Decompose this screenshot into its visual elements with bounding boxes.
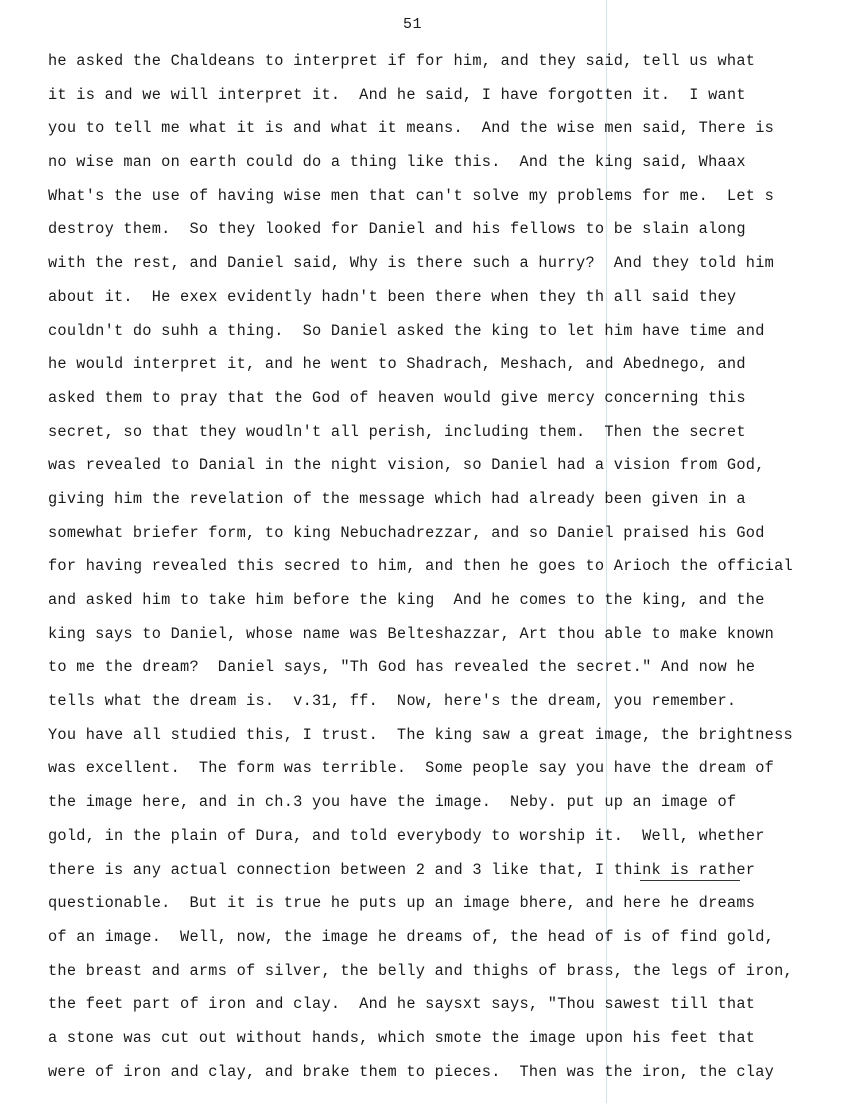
text-line: You have all studied this, I trust. The king saw a great image, the brightness: [48, 725, 793, 744]
text-line: the breast and arms of silver, the belly and thighs of brass, the legs of iron,: [48, 961, 793, 980]
text-line: of an image. Well, now, the image he dreams of, the head of is of find gold,: [48, 927, 775, 946]
text-line: giving him the revelation of the message which had already been given in a: [48, 489, 746, 508]
text-line: for having revealed this secred to him, and then he goes to Arioch the official: [48, 557, 793, 576]
text-line: asked them to pray that the God of heaven would give mercy concerning this: [48, 388, 746, 407]
handwritten-underline: [640, 880, 740, 881]
text-line: couldn't do suhh a thing. So Daniel asked the king to let him have time and: [48, 321, 765, 340]
text-line: there is any actual connection between 2 and 3 like that, I think is rather: [48, 860, 756, 879]
text-line: and asked him to take him before the king And he comes to the king, and the: [48, 591, 765, 609]
text-line: somewhat briefer form, to king Nebuchadrezzar, and so Daniel praised his God: [48, 523, 765, 542]
text-line: were of iron and clay, and brake them to pieces. Then was the iron, the clay: [48, 1062, 775, 1081]
text-line: destroy them. So they looked for Daniel and his fellows to be slain along: [48, 220, 746, 239]
text-line: you to tell me what it is and what it means. And the wise men said, There is: [48, 119, 775, 138]
text-line: tells what the dream is. v.31, ff. Now, here's the dream, you remember.: [48, 692, 737, 711]
text-line: the feet part of iron and clay. And he saysxt says, "Thou sawest till that: [48, 995, 756, 1014]
text-line: about it. He exex evidently hadn't been there when they th all said they: [48, 287, 737, 306]
text-line: was excellent. The form was terrible. Some people say you have the dream of: [48, 759, 775, 778]
text-line: he asked the Chaldeans to interpret if for him, and they said, tell us what: [48, 52, 756, 70]
text-line: questionable. But it is true he puts up an image bhere, and here he dreams: [48, 894, 756, 913]
text-line: king says to Daniel, whose name was Belteshazzar, Art thou able to make known: [48, 624, 775, 643]
text-line: no wise man on earth could do a thing like this. And the king said, Whaax: [48, 153, 746, 172]
text-line: a stone was cut out without hands, which smote the image upon his feet that: [48, 1028, 756, 1047]
text-line: the image here, and in ch.3 you have the image. Neby. put up an image of: [48, 793, 737, 812]
text-line: What's the use of having wise men that can't solve my problems for me. Let s: [48, 186, 775, 205]
text-line: he would interpret it, and he went to Shadrach, Meshach, and Abednego, and: [48, 355, 746, 374]
text-line: to me the dream? Daniel says, "Th God has revealed the secret." And now he: [48, 658, 756, 677]
text-line: was revealed to Danial in the night vision, so Daniel had a vision from God,: [48, 456, 765, 475]
text-line: secret, so that they woudln't all perish, including them. Then the secret: [48, 422, 746, 441]
page-number: 51: [403, 16, 423, 33]
body-text: [48, 49, 848, 1093]
text-line: gold, in the plain of Dura, and told everybody to worship it. Well, whether: [48, 826, 765, 845]
text-line: with the rest, and Daniel said, Why is there such a hurry? And they told him: [48, 254, 775, 273]
text-line: it is and we will interpret it. And he said, I have forgotten it. I want: [48, 85, 746, 104]
